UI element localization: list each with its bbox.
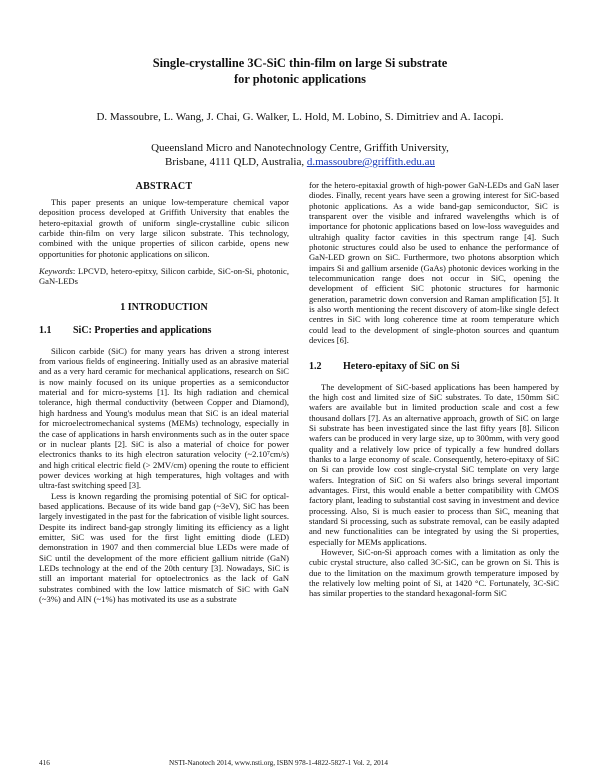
subsection-title: SiC: Properties and applications (73, 324, 212, 336)
subsection-heading-1-2 (309, 360, 559, 373)
abstract-text: This paper presents an unique low-temperature chemical vapor deposition process developed at Griffith University that enables the hetero-epitaxial growth of uniform single-crystalline cubic silicon carbide thin-film on very large silicon substrate. This technology, combined with the unique properties of silicon carbide, opens new opportunities for photonic applications on silicon. (39, 197, 289, 259)
keywords-label: Keywords (39, 266, 73, 277)
email-link[interactable]: d.massoubre@griffith.edu.au (306, 156, 435, 168)
section-heading-introduction: 1 INTRODUCTION (120, 301, 208, 313)
page-number: 416 (39, 759, 50, 767)
paper-title (0, 55, 600, 87)
right-column (309, 180, 559, 599)
abstract-heading: ABSTRACT (135, 181, 193, 192)
affiliation-line-2 (0, 155, 600, 169)
paragraph: for the hetero-epitaxial growth of high-power GaN-LEDs and GaN laser diodes. Finally, recent years have seen a growing interest for SiC-based photonic applications. As a wide band-gap semiconductor, SiC is transparent over the visible and infrared wavelengths which is of importance for photonic applications based on low-loss waveguides and ultrahigh quality factor cavities in this spectrum range [4]. Such photonic structures could also be used to enhance the performance of GaN-LED grown on SiC. Furthermore, two photons absorption which impairs Si and gallium arsenide (GaAs) photonic devices working in the telecommunication range does not occur in SiC, opening the development of efficient SiC photonic structures for harmonic generation, parametric down conversion and Raman amplification [5]. It is also worth mentioning the recent discovery of atom-like single defect centres in SiC with long coherence time at room temperature which could lead to the development of single-photon sources and quantum devices [6]. (309, 180, 559, 346)
keywords (39, 266, 289, 287)
author-list: D. Massoubre, L. Wang, J. Chai, G. Walker, L. Hold, M. Lobino, S. Dimitriev and A. Iacopi. (96, 111, 504, 123)
conference-citation: NSTI-Nanotech 2014, www.nsti.org, ISBN 978-1-4822-5827-1 Vol. 2, 2014 (169, 759, 388, 767)
paragraph: The development of SiC-based applications has been hampered by the high cost and limited size of SiC substrates. To date, 150mm SiC wafers are available but in limited production scale and cost a few thousand dollars [7]. As an alternative approach, growth of SiC on large Si substrate has been investigated since the last fifty years [8]. Silicon wafers can be produced in very large size, up to 300mm, with very good quality and a relatively low price of typically a few hundred dollars thanks to a large economy of scale. Consequently, hetero-epitaxy of SiC on Si can provide low cost single-crystal SiC template on very large wafers. Integration of SiC on Si wafers also brings several important advantages. First, this would enable a better compatibility with CMOS factory plant, leading to substantial cost saving in investment and device processing. Also, Si is much easier to process than SiC, meaning that standard Si processing, such as substrate removal, can be easily adapted and new functionalities can be integrated by using the Si properties, especially for MEMs applications. (309, 381, 559, 547)
affiliation-location: Brisbane, 4111 QLD, Australia, (164, 156, 305, 168)
keywords-text: : LPCVD, hetero-epitxy, Silicon carbide, SiC-on-Si, photonic, GaN-LEDs (39, 266, 289, 287)
subsection-heading-1-1 (39, 324, 289, 337)
subsection-title: Hetero-epitaxy of SiC on Si (343, 360, 460, 372)
title-line-1: Single-crystalline 3C-SiC thin-film on large Si substrate (152, 56, 448, 70)
left-column (39, 180, 289, 604)
affiliation (0, 141, 600, 169)
subsection-number: 1.1 (39, 324, 52, 336)
title-line-2: for photonic applications (234, 72, 366, 86)
paragraph: Silicon carbide (SiC) for many years has driven a strong interest from various fields of engineering. Initially used as an abrasive material and as a very hard ceramic for mechanical applications, research on SiC is now mainly focused on its unique properties as a semiconductor material and for micro-systems [1]. Its high radiation and chemical tolerance, high thermal conductivity (between Copper and Diamond), high hardness and Young's modulus mean that SiC is an ideal material for microelectromechanical systems (MEMs) technology, especially in the case of applications in harsh environments such as in the outer space or in nuclear plants [2]. SiC is also a material of choice for power electronics thanks to its high electron saturation velocity (~2.10⁷cm/s) and high critical electric field (> 2MV/cm) opening the route to efficient power devices working at high temperatures, high voltages and with ultra-fast switching speed [3]. (39, 345, 289, 491)
paragraph: Less is known regarding the promising potential of SiC for optical-based applications. Because of its wide band gap (~3eV), SiC has been largely investigated in the past for the fabrication of visible light sources. Despite its indirect band-gap strongly limiting its efficiency as a light emitter, SiC was used for the first light emitting diode (LED) demonstration in 1907 and then commercial blue LEDs were made of SiC until the development of the more efficient gallium nitride (GaN) LEDs technology at the end of the 20th century [3]. Nowadays, SiC is still an important material for optoelectronics as the lack of GaN substrates combined with the low lattice mismatch of SiC with GaN (~3%) and AlN (~1%) has motivated its use as a substrate (39, 490, 290, 604)
affiliation-line-1: Queensland Micro and Nanotechnology Centre, Griffith University, (151, 142, 449, 154)
subsection-number: 1.2 (309, 360, 322, 372)
paragraph: However, SiC-on-Si approach comes with a limitation as only the cubic crystal structure, also called 3C-SiC, can be grown on Si. This is due to the limitation on the maximum growth temperature imposed by the relatively low melting point of Si, at 1420 °C. Fortunately, 3C-SiC has similar properties to the standard hexagonal-form SiC (309, 547, 559, 599)
